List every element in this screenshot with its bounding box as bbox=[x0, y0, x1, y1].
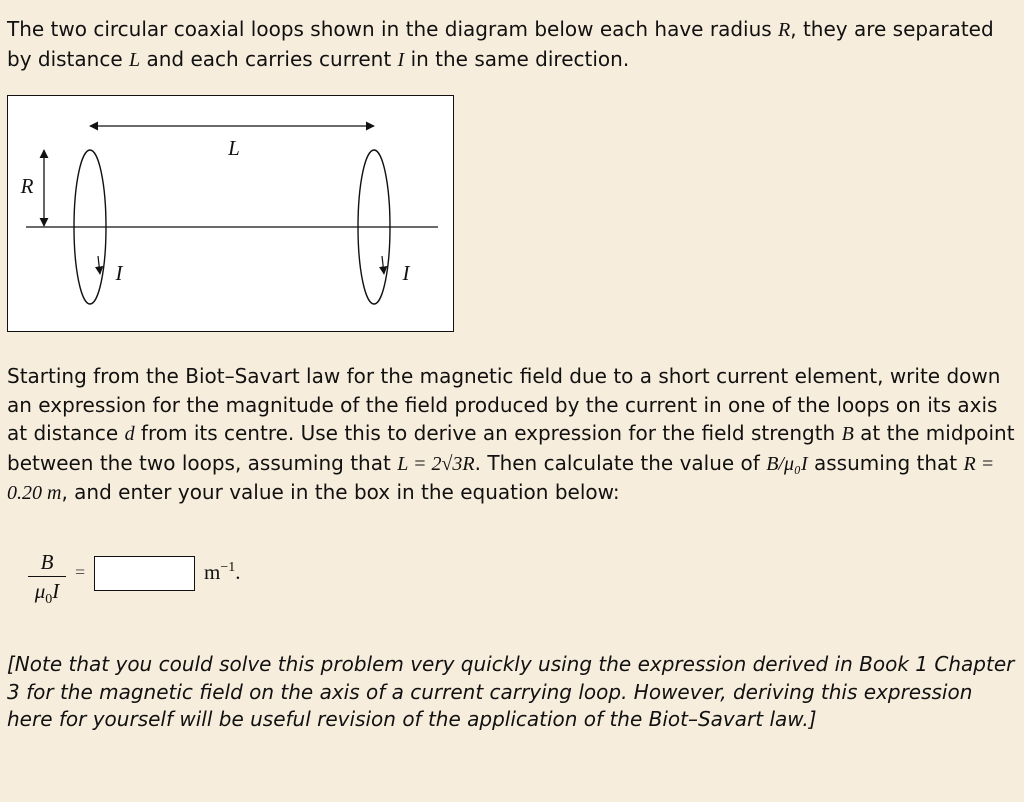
question-text: . Then calculate the value of bbox=[474, 450, 767, 475]
intro-text: in the same direction. bbox=[404, 46, 630, 71]
label-R: R bbox=[20, 174, 34, 198]
condition-expression: L = 2√3R bbox=[397, 452, 475, 475]
question-text: Starting from the Biot–Savart law for the magnetic field due to a short current element, write down an expression for the magnitude of the field produced by the current in one of the loops on its axis at distance bbox=[7, 364, 1001, 445]
left-current-arrow bbox=[98, 256, 100, 274]
current-symbol: I bbox=[52, 579, 60, 603]
right-current-arrow bbox=[382, 256, 384, 274]
question-text: from its centre. Use this to derive an expression for the field strength bbox=[134, 421, 842, 445]
answer-unit bbox=[204, 560, 241, 585]
unit-exponent: −1 bbox=[220, 560, 236, 575]
intro-text: , they are separated by distance bbox=[7, 17, 994, 71]
question-text: assuming that bbox=[807, 450, 964, 475]
symbol-B: B bbox=[841, 423, 854, 445]
coaxial-loops-diagram bbox=[7, 95, 454, 332]
symbol-d: d bbox=[124, 423, 135, 445]
equals-sign: = bbox=[75, 562, 86, 582]
symbol-I: I bbox=[397, 48, 405, 71]
answer-input[interactable] bbox=[94, 556, 195, 591]
label-I-right: I bbox=[402, 261, 410, 285]
mu-symbol: μ bbox=[34, 579, 46, 603]
fraction-numerator: B bbox=[40, 550, 54, 574]
question-paragraph bbox=[7, 362, 1019, 508]
question-text: , and enter your value in the box in the equation below: bbox=[61, 480, 620, 504]
intro-text: and each carries current bbox=[140, 46, 398, 71]
label-L: L bbox=[228, 136, 240, 160]
symbol-L: L bbox=[129, 48, 141, 71]
note-paragraph: [Note that you could solve this problem very quickly using the expression derived in Book 1 Chapter 3 for the magnetic field on the axis of a current carrying loop. However, deriving this expression here for yourself will be useful revision of the application of the Biot–Savart law.] bbox=[7, 652, 1015, 731]
intro-paragraph bbox=[7, 15, 1019, 74]
unit-period: . bbox=[235, 560, 241, 584]
answer-equation bbox=[26, 546, 426, 616]
mu-subscript: 0 bbox=[45, 592, 53, 608]
diagram-svg bbox=[8, 96, 452, 330]
intro-text: The two circular coaxial loops shown in the diagram below each have radius bbox=[7, 17, 779, 41]
question-text: at the midpoint between the two loops, assuming that bbox=[7, 421, 1015, 475]
unit-base: m bbox=[204, 560, 221, 584]
symbol-R: R bbox=[778, 19, 791, 41]
label-I-left: I bbox=[115, 261, 123, 285]
fraction-denominator bbox=[26, 579, 68, 608]
ratio-expression: B/μ₀I bbox=[766, 452, 808, 475]
fraction-bar bbox=[28, 576, 66, 577]
radius-value: R = 0.20 m bbox=[7, 452, 995, 504]
